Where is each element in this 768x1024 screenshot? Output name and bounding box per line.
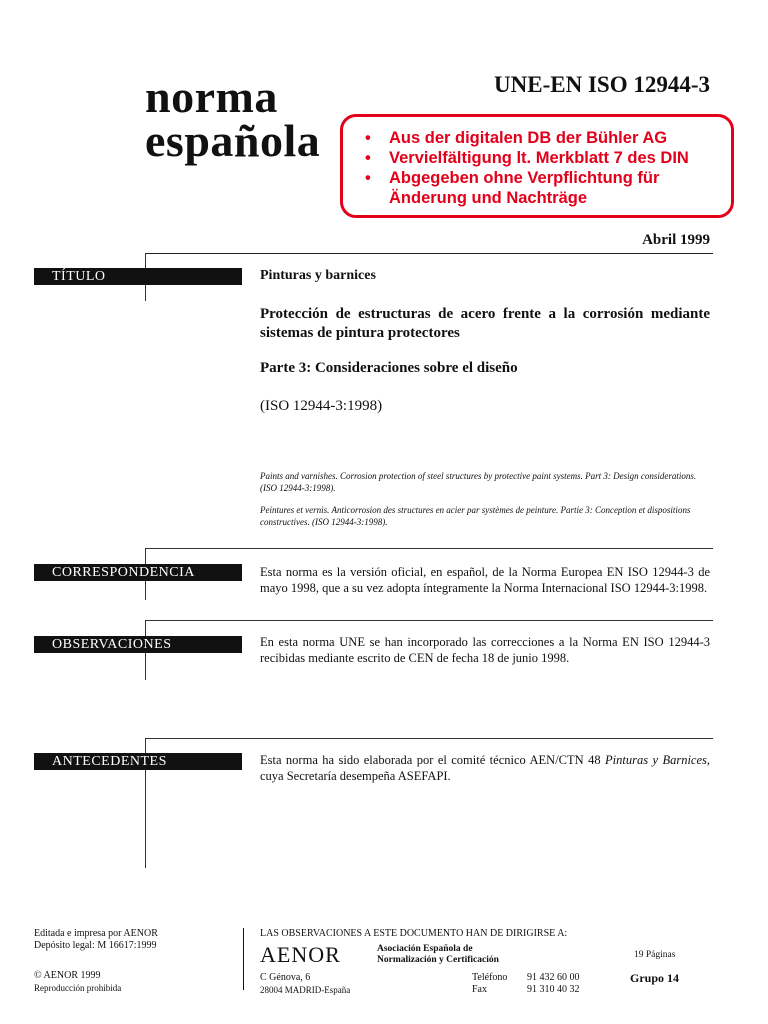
edited-by: Editada e impresa por AENOR (34, 928, 158, 939)
deposito-legal: Depósito legal: M 16617:1999 (34, 940, 157, 951)
brand-line-1: norma (145, 71, 278, 122)
title-heading: Pinturas y barnices (260, 268, 376, 283)
section-label-correspondencia: CORRESPONDENCIA (34, 564, 242, 581)
standard-code: UNE-EN ISO 12944-3 (494, 72, 710, 97)
english-title: Paints and varnishes. Corrosion protection of steel structures by protective paint systems. Part 3: Design considerations. (ISO 12944-3:1998). (260, 471, 697, 493)
section-label-titulo: TÍTULO (34, 268, 242, 285)
notice-item: • Vervielfältigung lt. Merkblatt 7 des DIN (365, 148, 721, 168)
section-label-observaciones: OBSERVACIONES (34, 636, 242, 653)
price-group: Grupo 14 (630, 971, 680, 985)
city-address: 28004 MADRID-España (260, 985, 351, 995)
french-title: Peintures et vernis. Anticorrosion des structures en acier par systèmes de peinture. Partie 3: Conception et dispositions constructives. (ISO 12944-3:1998). (260, 505, 691, 527)
document-title: Protección de estructuras de acero frente a la corrosión mediante sistemas de pintura protectores (260, 306, 710, 341)
correspondencia-text: Esta norma es la versión oficial, en español, de la Norma Europea EN ISO 12944-3 de mayo 1998, que a su vez adopta íntegramente la Norma Internacional ISO 12944-3:1998. (260, 565, 710, 595)
aenor-organization (377, 944, 499, 966)
publication-date: Abril 1999 (642, 232, 710, 248)
section-label-antecedentes: ANTECEDENTES (34, 753, 242, 770)
distribution-notice (340, 114, 734, 218)
section-divider (145, 620, 713, 621)
document-part: Parte 3: Consideraciones sobre el diseño (260, 360, 518, 376)
fax-label: Fax (472, 984, 487, 995)
antecedentes-text-end: , cuya Secretaría desempeña ASEFAPI. (260, 753, 710, 783)
observaciones-text: En esta norma UNE se han incorporado las correcciones a la Norma EN ISO 12944-3 recibidas mediante escrito de CEN de fecha 18 de junio 1998. (260, 635, 710, 665)
iso-reference: (ISO 12944-3:1998) (260, 398, 383, 414)
street-address: C Génova, 6 (260, 972, 311, 983)
page-count: 19 Páginas (634, 950, 676, 960)
footer-divider (243, 928, 244, 990)
observations-note: LAS OBSERVACIONES A ESTE DOCUMENTO HAN DE DIRIGIRSE A: (260, 928, 568, 939)
phone-number: 91 432 60 00 (527, 972, 580, 983)
section-divider (145, 548, 713, 549)
notice-item: • Abgegeben ohne Verpflichtung für Änderung und Nachträge (365, 168, 721, 208)
antecedentes-text-start: Esta norma ha sido elaborada por el comité técnico AEN/CTN 48 (260, 753, 605, 767)
phone-label: Teléfono (472, 972, 508, 983)
copyright: © AENOR 1999 (34, 970, 101, 981)
org-name-line-2: Normalización y Certificación (377, 955, 499, 965)
header-divider (145, 253, 713, 254)
aenor-logo: AENOR (260, 942, 341, 967)
section-divider (145, 738, 713, 739)
org-name-line-1: Asociación Española de (377, 944, 473, 954)
reproduction-note: Reproducción prohibida (34, 983, 122, 993)
fax-number: 91 310 40 32 (527, 984, 580, 995)
brand-line-2: española (145, 115, 321, 166)
committee-name: Pinturas y Barnices (605, 753, 707, 767)
antecedentes-text (260, 752, 710, 784)
notice-item: • Aus der digitalen DB der Bühler AG (365, 128, 721, 148)
